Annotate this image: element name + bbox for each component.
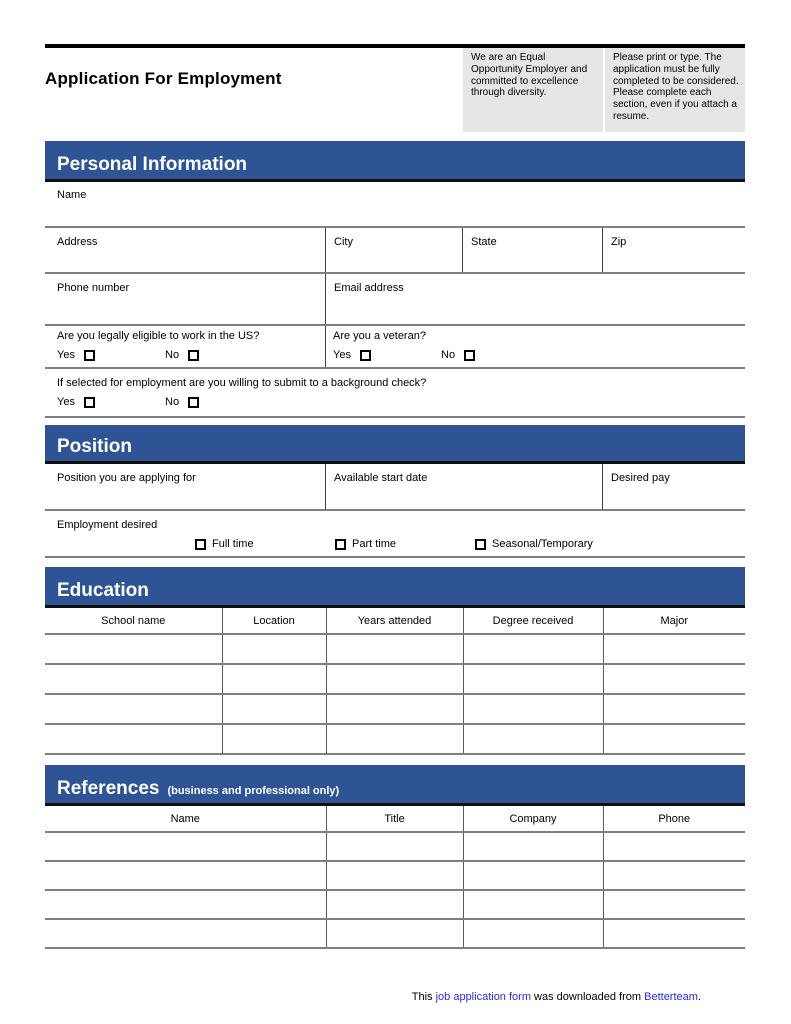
references-cell[interactable] xyxy=(326,890,463,919)
desired-pay-field[interactable] xyxy=(603,464,745,509)
background-yes-label: Yes xyxy=(57,396,75,408)
references-cell[interactable] xyxy=(463,919,603,948)
contact-row xyxy=(45,274,745,326)
education-cell[interactable] xyxy=(222,694,326,724)
references-row xyxy=(45,861,745,890)
eligible-no-checkbox[interactable] xyxy=(188,350,199,361)
zip-field[interactable] xyxy=(603,228,745,272)
seasonal-temporary-checkbox[interactable] xyxy=(475,539,486,550)
education-row xyxy=(45,724,745,754)
education-cell[interactable] xyxy=(326,634,463,664)
references-cell[interactable] xyxy=(463,861,603,890)
name-label: Name xyxy=(57,189,87,201)
education-col-years-attended: Years attended xyxy=(326,608,463,634)
education-cell[interactable] xyxy=(45,634,222,664)
education-cell[interactable] xyxy=(326,724,463,754)
address-row xyxy=(45,228,745,274)
references-cell[interactable] xyxy=(463,832,603,861)
education-cell[interactable] xyxy=(463,634,603,664)
education-cell[interactable] xyxy=(222,634,326,664)
section-bar-personal xyxy=(45,141,745,182)
references-subtitle: (business and professional only) xyxy=(167,785,340,797)
phone-label: Phone number xyxy=(57,282,130,294)
veteran-question-block xyxy=(326,326,745,367)
full-time-label: Full time xyxy=(212,538,254,550)
job-application-form-link[interactable]: job application form xyxy=(435,991,531,1003)
education-cell[interactable] xyxy=(45,724,222,754)
position-applying-label: Position you are applying for xyxy=(57,472,196,484)
eoe-notice: We are an Equal Opportunity Employer and committed to excellence through diversity. xyxy=(463,48,603,132)
education-cell[interactable] xyxy=(603,724,745,754)
education-cell[interactable] xyxy=(326,664,463,694)
position-applying-field[interactable] xyxy=(45,464,326,509)
footer-middle: was downloaded from xyxy=(534,991,642,1003)
start-date-label: Available start date xyxy=(334,472,428,484)
background-no-label: No xyxy=(165,396,180,408)
seasonal-temporary-label: Seasonal/Temporary xyxy=(492,538,593,550)
education-row xyxy=(45,664,745,694)
state-label: State xyxy=(471,236,497,248)
city-label: City xyxy=(334,236,353,248)
eligible-question-block xyxy=(45,326,326,367)
references-col-title: Title xyxy=(326,806,463,832)
section-title-education: Education xyxy=(57,580,149,601)
education-cell[interactable] xyxy=(45,664,222,694)
zip-label: Zip xyxy=(611,236,627,248)
veteran-no-label: No xyxy=(441,349,456,361)
education-cell[interactable] xyxy=(222,664,326,694)
full-time-checkbox[interactable] xyxy=(195,539,206,550)
address-label: Address xyxy=(57,236,98,248)
employment-desired-label: Employment desired xyxy=(57,519,158,531)
references-cell[interactable] xyxy=(326,861,463,890)
background-check-question: If selected for employment are you willing to submit to a background check? xyxy=(57,377,427,389)
footer-suffix: . xyxy=(697,991,701,1003)
email-label: Email address xyxy=(334,282,404,294)
veteran-question: Are you a veteran? xyxy=(333,330,426,342)
eligible-question: Are you legally eligible to work in the US? xyxy=(57,330,260,342)
education-col-location: Location xyxy=(222,608,326,634)
references-col-name: Name xyxy=(45,806,326,832)
option-part-time xyxy=(335,538,396,550)
references-header-row xyxy=(45,806,745,832)
footer-note xyxy=(45,991,745,1003)
education-cell[interactable] xyxy=(222,724,326,754)
education-cell[interactable] xyxy=(603,664,745,694)
part-time-label: Part time xyxy=(352,538,397,550)
education-cell[interactable] xyxy=(463,724,603,754)
header-notices xyxy=(463,48,745,132)
part-time-checkbox[interactable] xyxy=(335,539,346,550)
veteran-no-checkbox[interactable] xyxy=(464,350,475,361)
position-row xyxy=(45,464,745,511)
references-col-company: Company xyxy=(463,806,603,832)
start-date-field[interactable] xyxy=(326,464,603,509)
section-title-personal: Personal Information xyxy=(57,154,248,175)
references-cell[interactable] xyxy=(603,832,745,861)
education-header-row xyxy=(45,608,745,634)
veteran-yes-label: Yes xyxy=(333,349,351,361)
email-field[interactable] xyxy=(326,274,745,324)
section-bar-position xyxy=(45,425,745,464)
education-col-degree-received: Degree received xyxy=(463,608,603,634)
address-field[interactable] xyxy=(45,228,326,272)
background-no-checkbox[interactable] xyxy=(188,397,199,408)
references-cell[interactable] xyxy=(603,890,745,919)
education-row xyxy=(45,694,745,724)
education-cell[interactable] xyxy=(603,634,745,664)
section-title-references: References xyxy=(57,778,160,799)
references-row xyxy=(45,919,745,948)
references-row xyxy=(45,832,745,861)
veteran-yes-checkbox[interactable] xyxy=(360,350,371,361)
references-cell[interactable] xyxy=(463,890,603,919)
employment-desired-row xyxy=(45,511,745,558)
betterteam-link[interactable]: Betterteam xyxy=(644,991,698,1003)
references-cell[interactable] xyxy=(326,919,463,948)
education-cell[interactable] xyxy=(603,694,745,724)
city-field[interactable] xyxy=(326,228,463,272)
references-cell[interactable] xyxy=(45,919,326,948)
references-cell[interactable] xyxy=(45,861,326,890)
state-field[interactable] xyxy=(463,228,603,272)
education-col-school-name: School name xyxy=(45,608,222,634)
references-cell[interactable] xyxy=(45,832,326,861)
references-cell[interactable] xyxy=(603,919,745,948)
education-cell[interactable] xyxy=(45,694,222,724)
education-cell[interactable] xyxy=(326,694,463,724)
references-cell[interactable] xyxy=(603,861,745,890)
eligibility-row xyxy=(45,326,745,369)
footer-prefix: This xyxy=(411,991,433,1003)
option-full-time xyxy=(195,538,254,550)
section-title-position: Position xyxy=(57,436,132,457)
page-title: Application For Employment xyxy=(45,69,282,88)
education-cell[interactable] xyxy=(463,694,603,724)
references-row xyxy=(45,890,745,919)
background-yes-checkbox[interactable] xyxy=(84,397,95,408)
education-cell[interactable] xyxy=(463,664,603,694)
form-header xyxy=(45,48,745,132)
eligible-yes-checkbox[interactable] xyxy=(84,350,95,361)
background-check-block xyxy=(45,369,745,418)
education-row xyxy=(45,634,745,664)
section-bar-education xyxy=(45,567,745,608)
references-table xyxy=(45,806,745,949)
option-seasonal-temporary xyxy=(475,538,593,550)
eligible-yes-label: Yes xyxy=(57,349,75,361)
references-cell[interactable] xyxy=(45,890,326,919)
education-table xyxy=(45,608,745,755)
desired-pay-label: Desired pay xyxy=(611,472,670,484)
education-col-major: Major xyxy=(603,608,745,634)
instructions-notice: Please print or type. The application must be fully completed to be considered. Please complete each section, even if you attach a resume. xyxy=(605,48,745,132)
phone-field[interactable] xyxy=(45,274,326,324)
references-cell[interactable] xyxy=(326,832,463,861)
references-col-phone: Phone xyxy=(603,806,745,832)
eligible-no-label: No xyxy=(165,349,180,361)
name-field[interactable] xyxy=(45,182,745,228)
section-bar-references xyxy=(45,765,745,806)
